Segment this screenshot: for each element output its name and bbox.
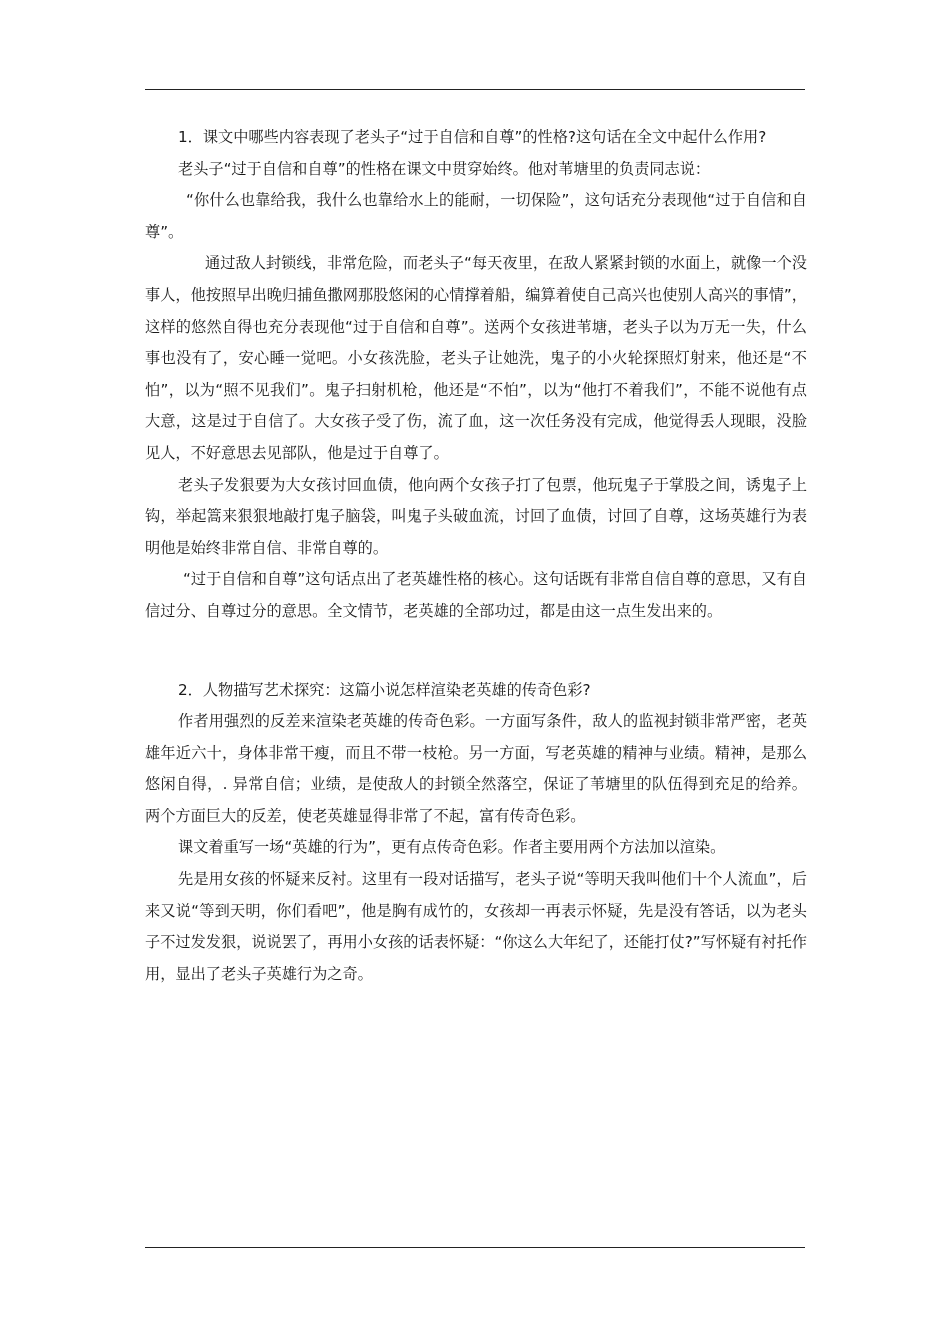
q1-paragraph-5: “过于自信和自尊”这句话点出了老英雄性格的核心。这句话既有非常自信自尊的意思，又有自信过分、自尊过分的意思。全文情节，老英雄的全部功过，都是由这一点生发出来的。 [145, 570, 807, 620]
question-2-section [145, 675, 807, 991]
document-body [145, 122, 807, 990]
question-2-heading: 2．人物描写艺术探究：这篇小说怎样渲染老英雄的传奇色彩? [178, 680, 591, 699]
section-spacer [145, 628, 807, 675]
q2-paragraph-2: 课文着重写一场“英雄的行为”，更有点传奇色彩。作者主要用两个方法加以渲染。 [178, 838, 726, 857]
header-rule [145, 89, 805, 90]
q1-paragraph-3: 通过敌人封锁线，非常危险，而老头子“每天夜里，在敌人紧紧封锁的水面上，就像一个没事人，他按照早出晚归捕鱼撒网那股悠闲的心情撑着船，编算着使自己高兴也使别人高兴的事情”，这样的悠然自得也充分表现他“过于自信和自尊”。送两个女孩进苇塘，老头子以为万无一失，什么事也没有了，安心睡一觉吧。小女孩洗脸，老头子让她洗，鬼子的小火轮探照灯射来，他还是“不怕”，以为“照不见我们”。鬼子扫射机枪，他还是“不怕”，以为“他打不着我们”，不能不说他有点大意，这是过于自信了。大女孩子受了伤，流了血，这一次任务没有完成，他觉得丢人现眼，没脸见人，不好意思去见部队，他是过于自尊了。 [145, 254, 807, 462]
question-1-heading: 1．课文中哪些内容表现了老头子“过于自信和自尊”的性格?这句话在全文中起什么作用? [178, 128, 767, 146]
q1-paragraph-4: 老头子发狠要为大女孩讨回血债，他向两个女孩子打了包票，他玩鬼子于掌股之间，诱鬼子上钩，举起篙来狠狠地敲打鬼子脑袋，叫鬼子头破血流，讨回了血债，讨回了自尊，这场英雄行为表明他是始终非常自信、非常自尊的。 [145, 475, 807, 557]
q2-paragraph-3: 先是用女孩的怀疑来反衬。这里有一段对话描写，老头子说“等明天我叫他们十个人流血”，后来又说“等到天明，你们看吧”，他是胸有成竹的，女孩却一再表示怀疑，先是没有答话，以为老头子不过发发狠，说说罢了，再用小女孩的话表怀疑：“你这么大年纪了，还能打仗?”写怀疑有衬托作用，显出了老头子英雄行为之奇。 [145, 870, 807, 983]
q1-paragraph-2: “你什么也靠给我，我什么也靠给水上的能耐，一切保险”，这句话充分表现他“过于自信和自尊”。 [145, 191, 807, 241]
footer-rule [145, 1247, 805, 1248]
question-1-section [145, 122, 807, 628]
q1-paragraph-1: 老头子“过于自信和自尊”的性格在课文中贯穿始终。他对苇塘里的负责同志说： [178, 159, 711, 178]
q2-paragraph-1: 作者用强烈的反差来渲染老英雄的传奇色彩。一方面写条件，敌人的监视封锁非常严密，老英雄年近六十，身体非常干瘦，而且不带一枝枪。另一方面，写老英雄的精神与业绩。精神，是那么悠闲自得，. 异常自信；业绩，是使敌人的封锁全然落空，保证了苇塘里的队伍得到充足的给养。两个方面巨大的反差，使老英雄显得非常了不起，富有传奇色彩。 [145, 712, 807, 825]
